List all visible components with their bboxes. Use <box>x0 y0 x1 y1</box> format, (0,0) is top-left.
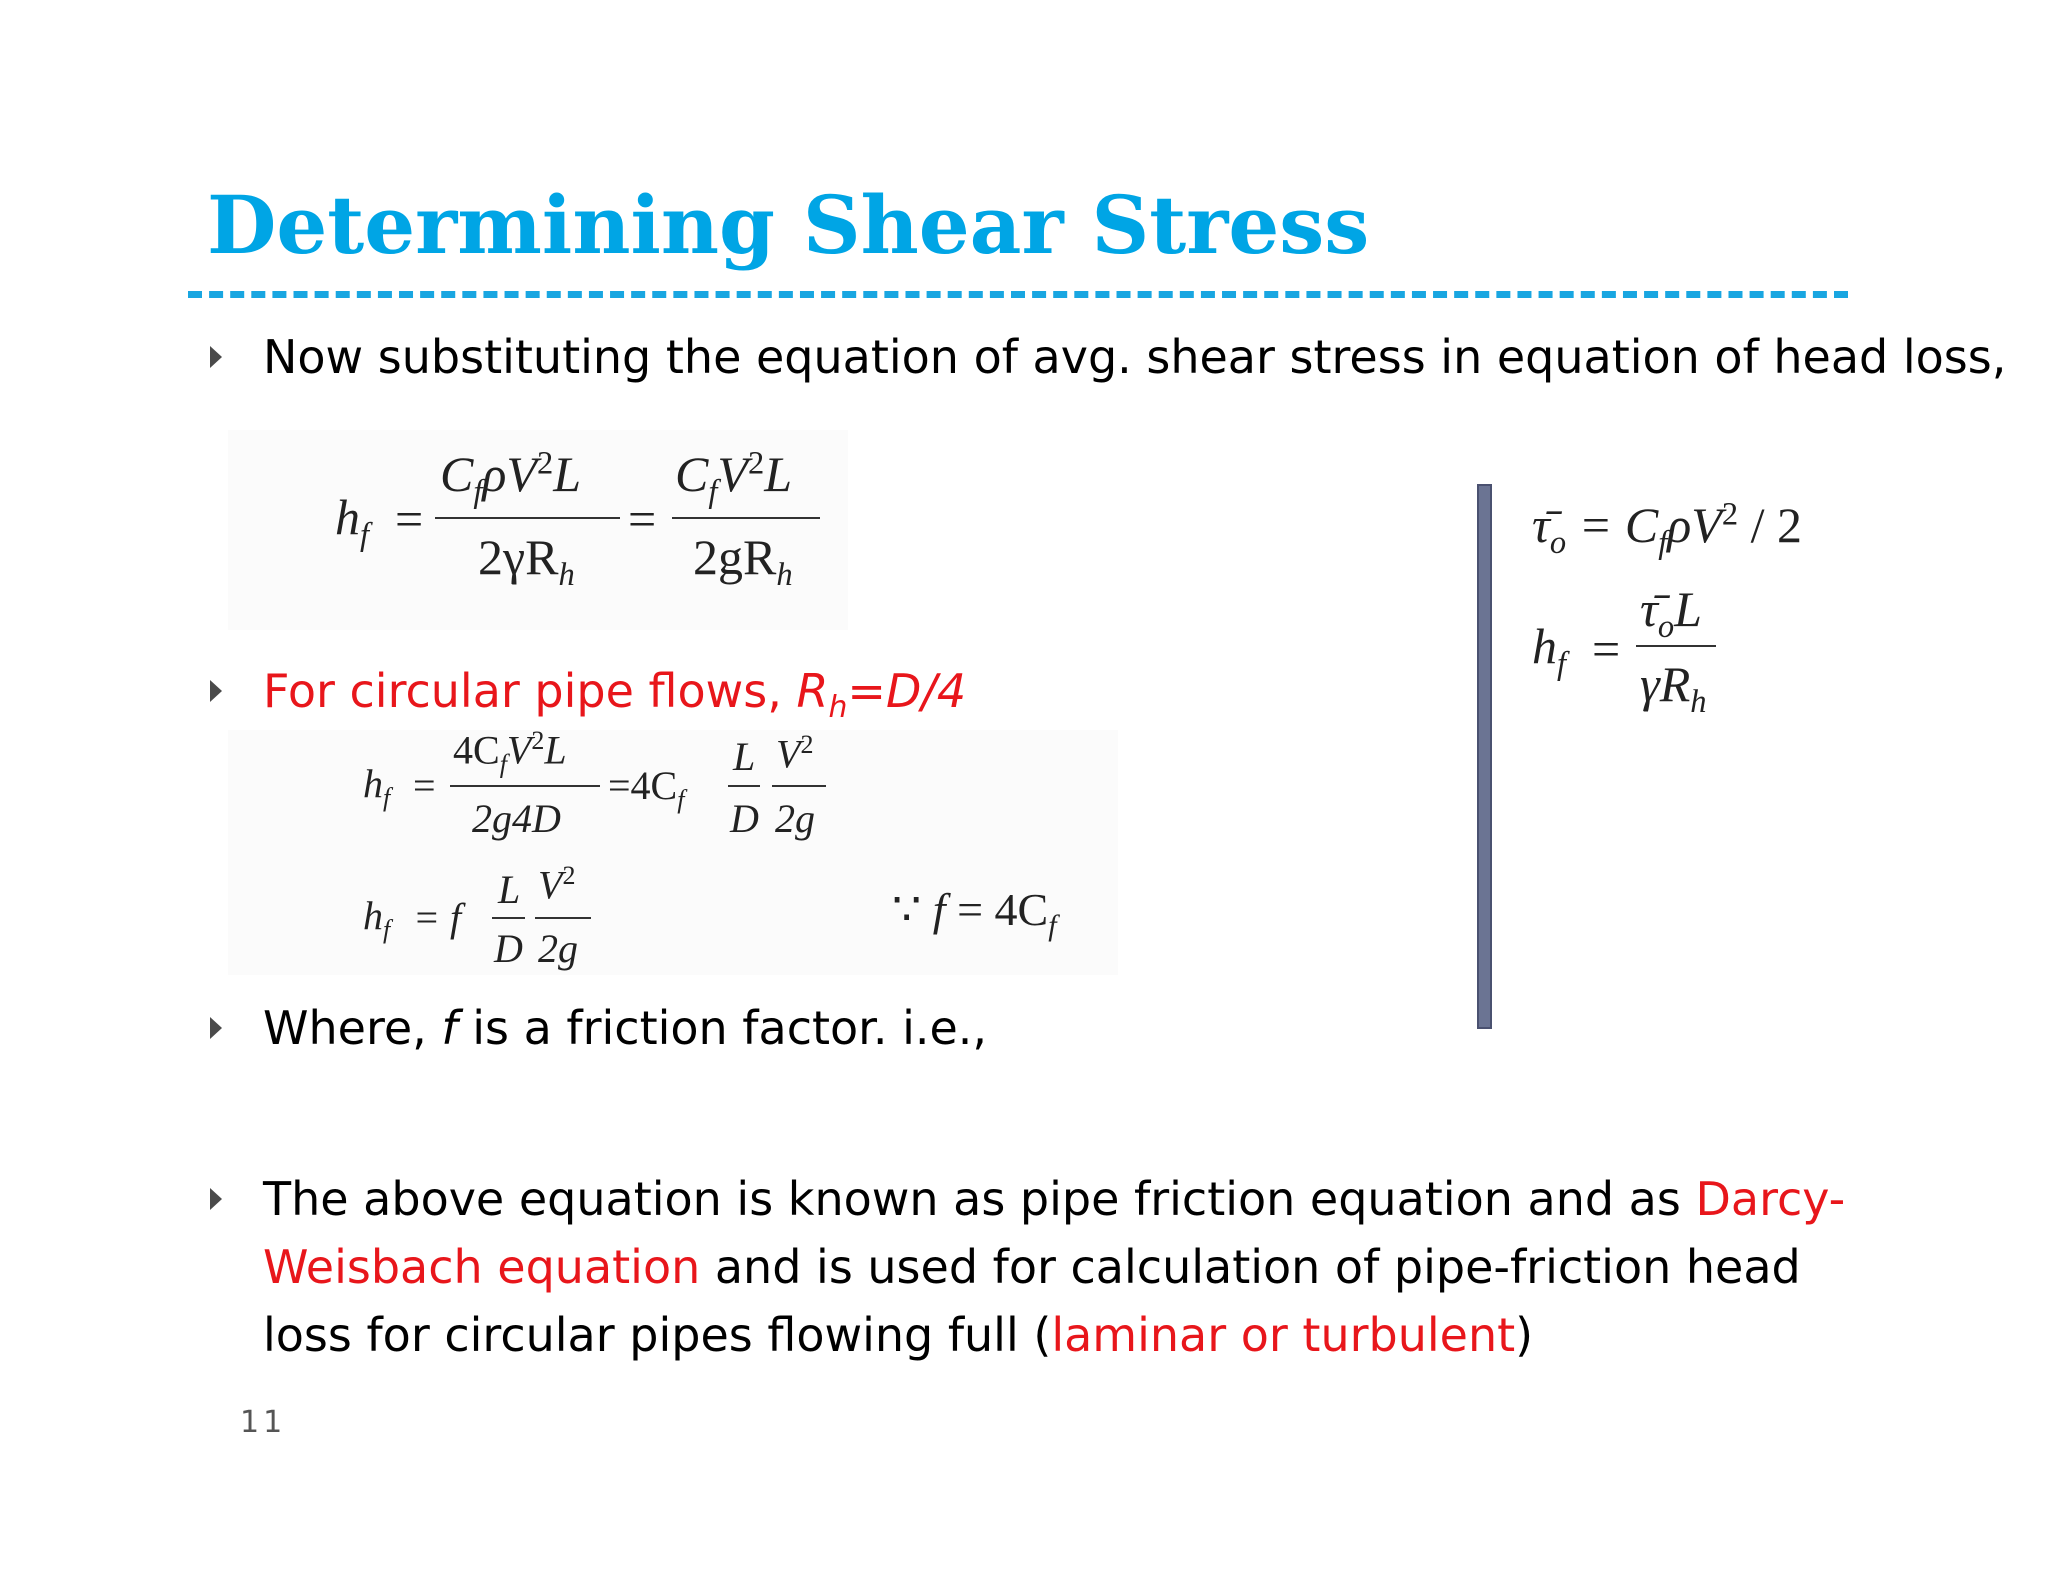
eq2-fraction-bar-2 <box>728 785 760 787</box>
eq3-f2-den: 2g <box>538 926 578 971</box>
bullet-arrow-icon <box>210 1188 222 1210</box>
eq2-f2-sup: 2 <box>800 730 814 759</box>
eq2-den: 2g4D <box>472 796 561 841</box>
side1-end: / 2 <box>1738 497 1802 553</box>
bullet-4-line-2a: Weisbach equation <box>263 1240 701 1294</box>
side1-equals: = C <box>1578 497 1659 553</box>
eq1-num1-end: L <box>553 446 581 502</box>
bullet-3-text <box>263 994 987 1062</box>
side2-num: τ̄ <box>1640 581 1658 637</box>
eq1-den1: 2γR <box>478 529 559 585</box>
side2-fraction-bar <box>1636 645 1716 647</box>
eq3-fraction-bar-1 <box>492 917 525 919</box>
eq1-fraction-bar-2 <box>672 517 820 519</box>
eq1-fraction-bar-1 <box>435 517 620 519</box>
bullet-4-line-3b: laminar or turbulent <box>1051 1308 1516 1362</box>
eq4-sub: f <box>1048 909 1057 943</box>
eq3-fraction-bar-2 <box>535 917 591 919</box>
eq3-f2-num: V <box>538 862 563 908</box>
bullet-2-var: R <box>796 664 829 718</box>
side2-lhs-sub: f <box>1557 646 1567 682</box>
title-divider <box>188 291 1848 298</box>
eq4-because-symbol: ∵ <box>892 884 922 935</box>
eq1-equals: = <box>395 491 424 547</box>
eq3-lhs-sub: f <box>383 915 391 944</box>
eq1-num1-rest: ρV <box>482 446 537 502</box>
eq2-lhs-sub: f <box>383 783 391 812</box>
eq1-num1: C <box>440 446 474 502</box>
eq3-f1-num: L <box>498 867 521 912</box>
eq4-equals: = 4C <box>957 884 1049 935</box>
eq2-lhs: h <box>363 761 383 806</box>
side1-eq-sub: f <box>1658 525 1668 561</box>
eq1-num2: C <box>675 446 709 502</box>
eq2-num-sup: 2 <box>531 726 545 755</box>
side2-num-end: L <box>1674 581 1702 637</box>
eq1-lhs: h <box>335 489 360 545</box>
bullet-arrow-icon <box>210 1017 222 1039</box>
bullet-4-line-3c: ) <box>1515 1308 1534 1362</box>
side1-sup: 2 <box>1721 496 1739 533</box>
bullet-arrow-icon <box>210 346 222 368</box>
eq1-den2: 2gR <box>693 529 777 585</box>
bullet-4-line-2b: and is used for calculation of pipe-friction head <box>700 1240 1801 1294</box>
eq3-lhs: h <box>363 893 383 938</box>
eq1-den2-sub: h <box>776 557 793 593</box>
eq1-den1-sub: h <box>558 557 575 593</box>
eq1-num2-sup: 2 <box>747 445 765 482</box>
eq2-f1-den: D <box>730 796 759 841</box>
eq1-num2-sub: f <box>708 474 718 510</box>
eq1-num1-sub: f <box>473 474 483 510</box>
side2-equals: = <box>1592 621 1621 677</box>
eq2-fraction-bar-3 <box>772 785 826 787</box>
page-number: 11 <box>240 1405 287 1440</box>
side1-lhs: τ̄ <box>1532 497 1550 553</box>
slide: Determining Shear Stress Now substituting the equation of avg. shear stress in equation of head loss, $h_f$ = $C_f\rho V^2L$ $2\gamma R_h$ = $C_fV^2L$ $2gR_h$ For circular pipe flows, $R_h=D/4$ $h_f$ = $4C_fV^2L$ 2g4D $=4C_f$ L D $V^2$ 2g $h_f$ = f L D $V^2$ 2g ∵ $f = 4C_f$ Where, f is a friction factor. i.e., The above equation is known as pipe friction equation and as Darcy- Weisbach equation and is used for calculation of pipe-friction head loss for circular pipes flowing full (laminar or turbulent) $\taū_o = C_f\rho V^2 / 2$ $h_f$ = $\taū_oL$ $\gamma R_h$ 11 <box>0 0 2048 1582</box>
bullet-4-line-1 <box>263 1165 1845 1233</box>
side1-rest: ρV <box>1667 497 1722 553</box>
eq1-lhs-sub: f <box>360 517 370 553</box>
eq3-f2-sup: 2 <box>562 861 576 890</box>
eq2-fraction-bar <box>450 785 600 787</box>
slide-title: Determining Shear Stress <box>207 178 1370 272</box>
bullet-4-line-1b: Darcy- <box>1695 1172 1846 1226</box>
eq2-num-rest: V <box>506 727 532 773</box>
bullet-arrow-icon <box>210 680 222 702</box>
side1-lhs-sub: o <box>1549 525 1567 561</box>
eq1-num2-rest: V <box>717 446 748 502</box>
side2-num-sub: o <box>1657 609 1675 645</box>
bullet-1-text: Now substituting the equation of avg. shear stress in equation of head loss, <box>263 330 2007 384</box>
eq1-num2-end: L <box>764 446 792 502</box>
bullet-2-prefix: For circular pipe flows, <box>263 664 797 718</box>
bullet-2-suffix: =D/4 <box>847 664 967 718</box>
eq2-num: 4C <box>453 727 500 773</box>
eq1-num1-sup: 2 <box>536 445 554 482</box>
side2-lhs: h <box>1532 618 1557 674</box>
bullet-3-prefix: Where, <box>263 1001 442 1055</box>
eq2-f2-den: 2g <box>775 796 815 841</box>
side2-den: γR <box>1640 656 1691 712</box>
eq3-equals: = f <box>413 895 462 940</box>
eq2-f1-num: L <box>733 734 756 779</box>
bullet-4-line-2 <box>263 1233 1801 1301</box>
eq3-f1-den: D <box>494 926 523 971</box>
bullet-3-var: f <box>441 1001 458 1055</box>
bullet-4-line-3 <box>263 1301 1533 1369</box>
bullet-4-line-3a: loss for circular pipes flowing full ( <box>263 1308 1052 1362</box>
eq4-f: f <box>932 884 946 935</box>
bullet-3-suffix: is a friction factor. i.e., <box>457 1001 988 1055</box>
eq2-num-sub: f <box>499 749 507 779</box>
bullet-2-sub: h <box>828 690 848 726</box>
vertical-separator <box>1477 484 1492 1029</box>
eq2-f2-num: V <box>776 731 801 777</box>
eq2-equals: = <box>413 763 436 808</box>
bullet-4-line-1a: The above equation is known as pipe friction equation and as <box>263 1172 1696 1226</box>
eq2-num-end: L <box>544 727 567 773</box>
eq2-mid-sub: f <box>677 785 685 814</box>
side2-den-sub: h <box>1690 684 1707 720</box>
eq2-mid: =4C <box>608 763 678 808</box>
